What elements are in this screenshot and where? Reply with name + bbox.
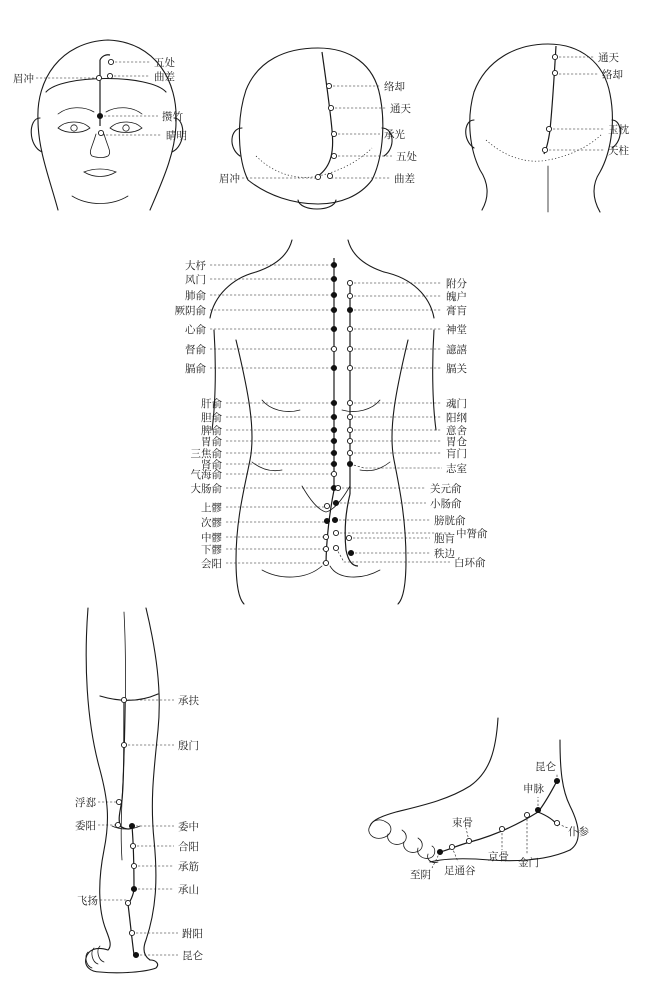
outer-label-9: 意舍 xyxy=(446,425,467,437)
leg-point-6 xyxy=(130,843,135,848)
foot-label-1: 昆仑 xyxy=(535,761,556,773)
foot-point-3 xyxy=(554,820,559,825)
outer-label-17: 胞肓 xyxy=(434,533,455,545)
inner-label-5: 心俞 xyxy=(185,324,206,336)
leg-point-4 xyxy=(115,822,120,827)
leg-label-7: 承筋 xyxy=(178,861,199,873)
outer-label-6: 膈关 xyxy=(446,363,467,375)
head-front-point-1 xyxy=(108,59,113,64)
inner-label-16: 上髎 xyxy=(201,502,222,514)
inner-point-19 xyxy=(323,546,328,551)
head-back-point-1 xyxy=(552,54,557,59)
outer-label-5: 譩譆 xyxy=(446,344,467,356)
outer-point-19 xyxy=(333,545,338,550)
outer-point-9 xyxy=(347,427,352,432)
head-top-label-5: 眉冲 xyxy=(219,173,240,185)
inner-point-16 xyxy=(324,503,329,508)
head-front-brow-left xyxy=(58,108,94,114)
inner-point-2 xyxy=(331,276,336,281)
head-front-label-5: 睛明 xyxy=(166,130,187,142)
back-torso-left xyxy=(236,340,252,604)
leg-point-2 xyxy=(121,742,126,747)
inner-point-8 xyxy=(331,400,336,405)
leg-heel xyxy=(86,948,158,972)
head-top-point-4 xyxy=(331,153,336,158)
outer-point-8 xyxy=(347,414,352,419)
inner-label-14: 气海俞 xyxy=(190,469,222,481)
outer-label-8: 阳纲 xyxy=(446,412,467,424)
outer-label-4: 神堂 xyxy=(446,324,467,336)
outer-point-13 xyxy=(335,485,340,490)
outer-label-16: 中膂俞 xyxy=(456,528,488,540)
leg-point-11 xyxy=(133,952,138,957)
inner-label-17: 次髎 xyxy=(201,517,222,529)
leg-point-7 xyxy=(131,863,136,868)
head-top-label-4: 五处 xyxy=(396,151,417,163)
foot-point-5 xyxy=(499,826,504,831)
foot-label-5: 京骨 xyxy=(488,851,509,863)
leg-label-11: 昆仑 xyxy=(182,950,203,962)
foot-label-4: 金门 xyxy=(518,857,539,869)
inner-point-11 xyxy=(331,438,336,443)
back-buttock-right xyxy=(330,566,380,577)
inner-label-2: 风门 xyxy=(185,274,206,286)
head-top-point-2 xyxy=(328,105,333,110)
head-back-outline xyxy=(470,44,613,212)
outer-point-4 xyxy=(347,326,352,331)
head-front-point-3 xyxy=(96,75,101,80)
foot-dorsum xyxy=(370,718,498,826)
leg-point-9 xyxy=(125,900,130,905)
inner-label-1: 大杼 xyxy=(185,260,206,272)
leg-label-3: 浮郄 xyxy=(75,797,96,809)
outer-label-3: 膏肓 xyxy=(446,305,467,317)
head-front-point-4 xyxy=(97,113,102,118)
outer-label-12: 志室 xyxy=(446,463,467,475)
outer-point-18 xyxy=(348,550,353,555)
back-torso-right xyxy=(392,340,408,604)
foot-point-4 xyxy=(524,812,529,817)
head-front-brow-right xyxy=(106,108,142,114)
inner-point-17 xyxy=(324,518,329,523)
foot-point-2 xyxy=(535,807,540,812)
back-waist-right xyxy=(360,462,390,471)
outer-label-10: 胃仓 xyxy=(446,436,467,448)
outer-point-1 xyxy=(347,280,352,285)
head-top-point-3 xyxy=(331,131,336,136)
leg-label-8: 承山 xyxy=(178,884,199,896)
inner-label-15: 大肠俞 xyxy=(190,483,222,495)
inner-point-12 xyxy=(331,450,336,455)
foot-label-3: 仆参 xyxy=(568,826,589,838)
inner-label-4: 厥阴俞 xyxy=(174,305,206,317)
head-back-point-4 xyxy=(542,147,547,152)
head-top-label-6: 曲差 xyxy=(394,173,415,185)
leg-label-1: 承扶 xyxy=(178,695,199,707)
inner-label-11: 胃俞 xyxy=(201,436,222,448)
outer-label-7: 魂门 xyxy=(446,398,467,410)
inner-point-13 xyxy=(331,461,336,466)
inner-label-8: 肝俞 xyxy=(201,398,222,410)
outer-point-7 xyxy=(347,400,352,405)
head-front-point-5 xyxy=(98,130,103,135)
foot-point-1 xyxy=(554,778,559,783)
inner-label-18: 中髎 xyxy=(201,532,222,544)
head-front-label-2: 曲差 xyxy=(154,71,175,83)
outer-label-2: 魄户 xyxy=(446,291,467,303)
inner-point-4 xyxy=(331,307,336,312)
inner-point-10 xyxy=(331,427,336,432)
leg-point-1 xyxy=(121,697,126,702)
head-top-meridian xyxy=(318,52,333,176)
back-inner-points xyxy=(175,259,337,570)
inner-point-9 xyxy=(331,414,336,419)
leg-label-6: 合阳 xyxy=(178,841,199,853)
inner-label-20: 会阳 xyxy=(201,558,222,570)
back-arm-right xyxy=(433,330,436,430)
outer-point-15 xyxy=(332,517,337,522)
inner-label-3: 肺俞 xyxy=(185,290,206,302)
outer-label-11: 肓门 xyxy=(446,448,467,460)
head-front-point-2 xyxy=(107,73,112,78)
back-neck-right xyxy=(348,240,384,272)
foot-toe-4 xyxy=(418,846,435,858)
head-front-label-3: 眉冲 xyxy=(13,73,34,85)
inner-point-18 xyxy=(323,534,328,539)
outer-point-11 xyxy=(347,450,352,455)
outer-point-16 xyxy=(333,530,338,535)
outer-point-10 xyxy=(347,438,352,443)
foot-label-2: 申脉 xyxy=(523,783,544,795)
head-back-meridian xyxy=(544,46,556,154)
leg-point-5 xyxy=(129,823,134,828)
back-scapula-left xyxy=(262,400,300,412)
outer-label-14: 小肠俞 xyxy=(430,498,462,510)
leg-label-10: 跗阳 xyxy=(182,928,203,940)
back-shoulder-right xyxy=(384,272,434,318)
inner-point-6 xyxy=(331,346,336,351)
outer-point-12 xyxy=(347,461,352,466)
inner-point-14 xyxy=(331,471,336,476)
head-front-chin xyxy=(72,196,128,204)
foot-toe-3 xyxy=(404,838,423,852)
foot-view xyxy=(369,718,590,881)
inner-label-7: 膈俞 xyxy=(185,363,206,375)
head-top-label-3: 承光 xyxy=(384,129,405,141)
head-back-point-2 xyxy=(552,70,557,75)
leg-label-2: 殷门 xyxy=(178,740,199,752)
leg-label-5: 委中 xyxy=(178,821,199,833)
head-front-view xyxy=(13,40,187,210)
inner-point-20 xyxy=(323,560,328,565)
inner-label-19: 下髎 xyxy=(201,544,222,556)
inner-point-7 xyxy=(331,365,336,370)
head-back-label-4: 天柱 xyxy=(608,145,629,157)
inner-label-12: 三焦俞 xyxy=(190,448,222,460)
leg-gluteal-fold xyxy=(100,694,158,700)
back-waist-left xyxy=(252,462,282,471)
back-outer-points xyxy=(332,277,488,569)
back-view xyxy=(175,240,488,604)
back-buttock-left xyxy=(262,566,322,577)
leg-outline-medial xyxy=(144,608,159,960)
leg-label-9: 飞扬 xyxy=(77,895,98,907)
head-top-point-1 xyxy=(326,83,331,88)
head-top-hairline xyxy=(256,148,372,177)
head-front-iris-right xyxy=(123,125,129,131)
head-front-mouth xyxy=(84,169,116,177)
head-back-label-1: 通天 xyxy=(598,52,619,64)
inner-label-13: 肾俞 xyxy=(201,459,222,471)
head-back-label-2: 络却 xyxy=(602,69,623,81)
outer-label-1: 附分 xyxy=(446,278,467,290)
leg-label-4: 委阳 xyxy=(75,820,96,832)
leg-view xyxy=(75,608,203,973)
leg-point-8 xyxy=(131,886,136,891)
back-inner-meridian-lower xyxy=(326,490,334,566)
foot-label-8: 至阴 xyxy=(410,869,431,881)
head-top-label-1: 络却 xyxy=(384,81,405,93)
outer-label-18: 秩边 xyxy=(434,548,455,560)
head-front-label-4: 攒竹 xyxy=(162,111,183,123)
leg-point-10 xyxy=(129,930,134,935)
inner-point-1 xyxy=(331,262,336,267)
outer-point-3 xyxy=(347,307,352,312)
leg-point-3 xyxy=(116,799,121,804)
head-front-label-1: 五处 xyxy=(154,57,175,69)
foot-point-8 xyxy=(437,849,442,854)
back-shoulder-left xyxy=(210,272,256,318)
head-back-point-3 xyxy=(546,126,551,131)
head-back-view xyxy=(466,44,630,212)
head-top-point-6 xyxy=(327,173,332,178)
inner-label-6: 督俞 xyxy=(185,344,206,356)
head-front-hairline xyxy=(46,79,166,93)
head-front-iris-left xyxy=(71,125,77,131)
foot-label-6: 束骨 xyxy=(452,817,473,829)
inner-point-3 xyxy=(331,292,336,297)
inner-label-9: 胆俞 xyxy=(201,412,222,424)
outer-label-13: 关元俞 xyxy=(430,483,462,495)
outer-label-15: 膀胱俞 xyxy=(434,515,466,527)
head-front-meridian-top xyxy=(100,55,110,60)
outer-point-17 xyxy=(346,535,351,540)
head-front-nose xyxy=(90,134,109,158)
outer-point-5 xyxy=(347,346,352,351)
foot-point-6 xyxy=(466,838,471,843)
outer-point-6 xyxy=(347,365,352,370)
foot-label-7: 足通谷 xyxy=(444,865,476,877)
head-top-label-2: 通天 xyxy=(390,103,411,115)
inner-label-10: 脾俞 xyxy=(201,425,222,437)
head-top-point-5 xyxy=(315,174,320,179)
inner-point-5 xyxy=(331,326,336,331)
back-neck-left xyxy=(256,240,292,272)
foot-point-7 xyxy=(449,844,454,849)
outer-point-2 xyxy=(347,293,352,298)
outer-point-14 xyxy=(333,500,338,505)
outer-label-19: 白环俞 xyxy=(454,557,486,569)
head-top-outline xyxy=(239,48,382,204)
head-back-label-3: 玉枕 xyxy=(608,124,629,136)
head-top-view xyxy=(219,48,417,209)
